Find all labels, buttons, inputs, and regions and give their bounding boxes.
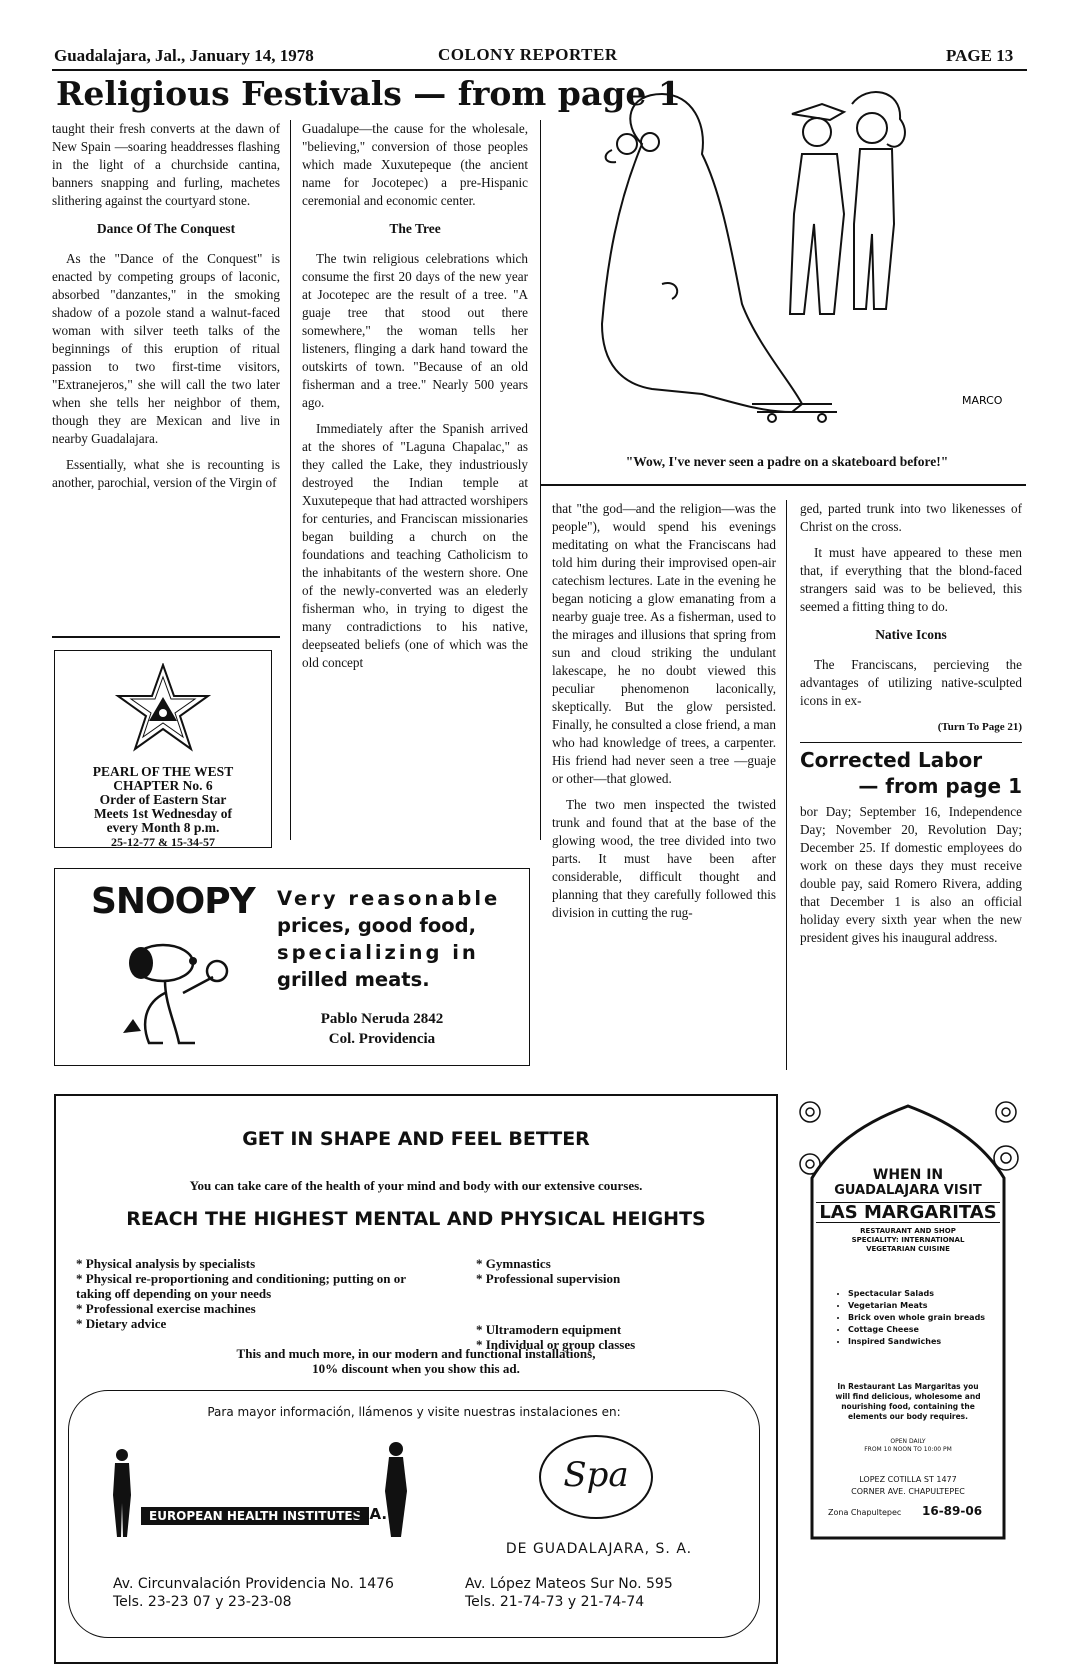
health-item-equipment: * Ultramodern equipment: [476, 1322, 756, 1337]
cartoon-signature: MARCO: [962, 394, 1003, 407]
health-item-classes: * Individual or group classes: [476, 1337, 756, 1352]
spa-logo-text: Spa: [563, 1455, 629, 1495]
inst-suffix: S.A.: [353, 1505, 388, 1523]
snoopy-line-3: specializing in: [277, 941, 479, 964]
corrected-labor-heading: Corrected Labor: [800, 748, 983, 772]
health-institute-ad: [54, 1094, 778, 1664]
inst-address: Av. Circunvalación Providencia No. 1476: [113, 1576, 394, 1592]
locations-panel: [68, 1390, 760, 1638]
marg-spec-2: VEGETARIAN CUISINE: [866, 1245, 950, 1253]
marg-menu-list: [836, 1288, 998, 1348]
marg-open-2: FROM 10 NOON TO 10:00 PM: [864, 1446, 952, 1453]
pearl-phones: 25-12-77 & 15-34-57: [111, 835, 215, 849]
marg-item-breads: • Brick oven whole grain breads: [848, 1312, 998, 1324]
col4-paragraph-3: The Franciscans, percieving the advantages of utilizing native-sculpted icons in ex-: [800, 657, 1022, 708]
health-ad-title: GET IN SHAPE AND FEEL BETTER: [242, 1128, 590, 1150]
cartoon-illustration: [582, 84, 1022, 444]
spa-logo: [539, 1435, 653, 1519]
subhead-dance: Dance Of The Conquest: [96, 221, 236, 236]
snoopy-line-1: Very reasonable: [277, 887, 501, 910]
cartoon-caption: "Wow, I've never seen a padre on a skateboard before!": [625, 454, 949, 469]
snoopy-dog-icon: [105, 933, 255, 1053]
health-item-analysis: * Physical analysis by specialists: [76, 1256, 406, 1271]
pearl-name: PEARL OF THE WEST: [92, 764, 234, 779]
col4-paragraph-2: It must have appeared to these men that, if everything that the blond-faced strangers said was to be believed, this seemed a fitting thing to do.: [800, 545, 1022, 614]
snoopy-line-4: grilled meats.: [277, 968, 430, 991]
col2-paragraph-2: The twin religious celebrations which consume the first 20 days of the new year at Jocotepec are the result of a tree. "A guaje tree that stood out there somewhere," the woman tells her listeners, flinging a dark hand toward the outskirts of town. "Because of an old fisherman and a tree." Nearly 500 years ago.: [302, 251, 528, 410]
health-item-supervision: * Professional supervision: [476, 1271, 756, 1286]
column-divider-1: [290, 120, 291, 840]
marg-address-1: LOPEZ COTILLA ST 1477: [859, 1475, 957, 1484]
headline: Religious Festivals — from page 1: [56, 74, 681, 113]
male-figure-icon: [107, 1447, 137, 1539]
article-column-4: [800, 500, 1022, 955]
marg-address-2: CORNER AVE. CHAPULTEPEC: [851, 1487, 965, 1496]
dateline: Guadalajara, Jal., January 14, 1978: [54, 46, 314, 65]
health-left-list: [76, 1256, 406, 1331]
las-margaritas-ad: [796, 1098, 1020, 1568]
cartoon-rule: [540, 484, 1026, 486]
snoopy-address-1: Pablo Neruda 2842: [320, 1011, 444, 1027]
marg-item-meats: • Vegetarian Meats: [848, 1300, 998, 1312]
col1-paragraph-2: As the "Dance of the Conquest" is enacted by competing groups of laconic, absorbed "danzantes," in the smoking shadow of a pozole stand a walnut-faced woman with silver teeth talks of the beginnings of this eruption of ritual passion to two first-time visitors, "Extranejeros," she will call the two later when she tells her neighbor of them, though they are Mexican and live in nearby Guadalajara.: [52, 251, 280, 446]
european-health-logo: EUROPEAN HEALTH INSTITUTES: [141, 1507, 369, 1525]
col3-paragraph-1: that "the god—and the religion—was the people"), would spend his evenings meditating on what the Franciscans had told him during their improvised open-air catechism lectures. Late in the evening he began noticing a glow emanating from a nearby guaje tree. As a fisherman, used to the mirages and illusions that spring from sun and cloud striking the undulant lakescape, he no doubt viewed this peculiar phenomenon laconically, skeptically. But the glow persisted. Finally, he consulted a close friend, a man who had knowledge of trees, a carpenter. His friend had never seen a tree —guaje or other—that glowed.: [552, 501, 776, 786]
pearl-order: Order of Eastern Star: [99, 792, 227, 807]
health-right-list: [476, 1256, 756, 1352]
snoopy-title: SNOOPY: [91, 881, 255, 922]
female-figure-icon: [379, 1441, 413, 1541]
eastern-star-emblem-icon: [115, 663, 211, 753]
snoopy-ad: [54, 868, 530, 1066]
marg-zone: Zona Chapultepec: [828, 1508, 902, 1517]
health-more-2: 10% discount when you show this ad.: [312, 1361, 520, 1376]
health-item-machines: * Professional exercise machines: [76, 1301, 406, 1316]
snoopy-address-2: Col. Providencia: [328, 1031, 436, 1047]
header-rule: [52, 69, 1027, 71]
article-column-3: [552, 500, 776, 930]
turn-to-page: (Turn To Page 21): [937, 721, 1022, 733]
corrected-labor-from: — from page 1: [858, 774, 1022, 798]
column-divider-2: [540, 120, 541, 840]
col1-paragraph-1: taught their fresh converts at the dawn of New Spain —soaring headdresses flashing in the light of a churchside cantina, banners snapping and furling, machetes slithering against the courtyard stone.: [52, 121, 280, 208]
marg-blurb: In Restaurant Las Margaritas you will find delicious, wholesome and nourishing food, containing the elements our body requires.: [835, 1382, 981, 1421]
subhead-tree: The Tree: [389, 221, 441, 236]
col2-paragraph-3: Immediately after the Spanish arrived at the shores of "Laguna Chapalac," as they called the Lake, they industriously destroyed the Indian temple at Xuxutepeque that had attracted worshipers for centuries, and Franciscan missionaries began building a church on the foundations and teaching Catholicism to the inhabitants of the western shore. One of the newly-converted was an elederly fisherman who, in trying to digest the many contradictions to his native, deepseated beliefs (one of which was the old concept: [302, 421, 528, 670]
col4-paragraph-1: ged, parted trunk into two likenesses of Christ on the cross.: [800, 501, 1022, 534]
article-column-2: [302, 120, 528, 680]
pearl-meets: Meets 1st Wednesday of: [93, 806, 233, 821]
health-ad-tagline: You can take care of the health of your mind and body with our extensive courses.: [189, 1178, 643, 1193]
marg-name: LAS MARGARITAS: [816, 1202, 1000, 1223]
col1-paragraph-3: Essentially, what she is recounting is another, parochial, version of the Virgin of: [52, 457, 280, 490]
snoopy-line-2: prices, good food,: [277, 914, 476, 937]
health-item-reproportioning: * Physical re-proportioning and conditioning; putting on or taking off depending on your needs: [76, 1271, 406, 1301]
marg-item-cheese: • Cottage Cheese: [848, 1324, 998, 1336]
col2-paragraph-1: Guadalupe—the cause for the wholesale, "believing," conversion of those peoples which made Xuxutepeque (the ancient name for Jocotepec) a pre-Hispanic ceremonial and economic center.: [302, 121, 528, 208]
col4-paragraph-4: bor Day; September 16, Independence Day; November 20, Revolution Day; December 25. If domestic employees do work on these days they must receive double pay, said Romero Rivera, adding that December 1 is also an official holiday every sixth year when the new president gives his inaugural address.: [800, 804, 1022, 945]
marg-visit: GUADALAJARA VISIT: [834, 1183, 982, 1198]
spa-phones: Tels. 21-74-73 y 21-74-74: [465, 1594, 645, 1610]
marg-item-salads: • Spectacular Salads: [848, 1288, 998, 1300]
inst-phones: Tels. 23-23 07 y 23-23-08: [113, 1594, 292, 1610]
marg-when: WHEN IN: [872, 1167, 944, 1183]
newspaper-name: COLONY REPORTER: [438, 45, 618, 64]
spa-address: Av. López Mateos Sur No. 595: [465, 1576, 673, 1592]
spa-name: DE GUADALAJARA, S. A.: [505, 1541, 693, 1557]
col3-paragraph-2: The two men inspected the twisted trunk and found that at the base of the glowing wood, the tree divided into two parts. It must have been after considerable, difficult thought and planning that they carefully followed this division in cutting the rug-: [552, 797, 776, 920]
health-item-gymnastics: * Gymnastics: [476, 1256, 756, 1271]
marg-spec-1: SPECIALITY: INTERNATIONAL: [851, 1236, 965, 1244]
column-divider-3: [786, 500, 787, 1070]
health-ad-heading: REACH THE HIGHEST MENTAL AND PHYSICAL HEIGHTS: [126, 1208, 706, 1230]
subhead-native-icons: Native Icons: [875, 627, 947, 642]
pearl-of-the-west-ad: [54, 650, 272, 848]
marg-item-sandwiches: • Inspired Sandwiches: [848, 1336, 998, 1348]
health-item-dietary: * Dietary advice: [76, 1316, 406, 1331]
info-line: Para mayor información, llámenos y visite nuestras instalaciones en:: [207, 1405, 621, 1419]
health-more-1: This and much more, in our modern and functional installations,: [236, 1346, 596, 1361]
marg-phone: 16-89-06: [922, 1504, 983, 1518]
pearl-when: every Month 8 p.m.: [106, 820, 220, 835]
marg-type: RESTAURANT AND SHOP: [860, 1227, 956, 1235]
marg-open-1: OPEN DAILY: [890, 1438, 926, 1445]
article-column-1: [52, 120, 280, 500]
page-number: PAGE 13: [946, 46, 1014, 65]
col1-rule: [52, 636, 280, 638]
pearl-chapter: CHAPTER No. 6: [113, 778, 213, 793]
